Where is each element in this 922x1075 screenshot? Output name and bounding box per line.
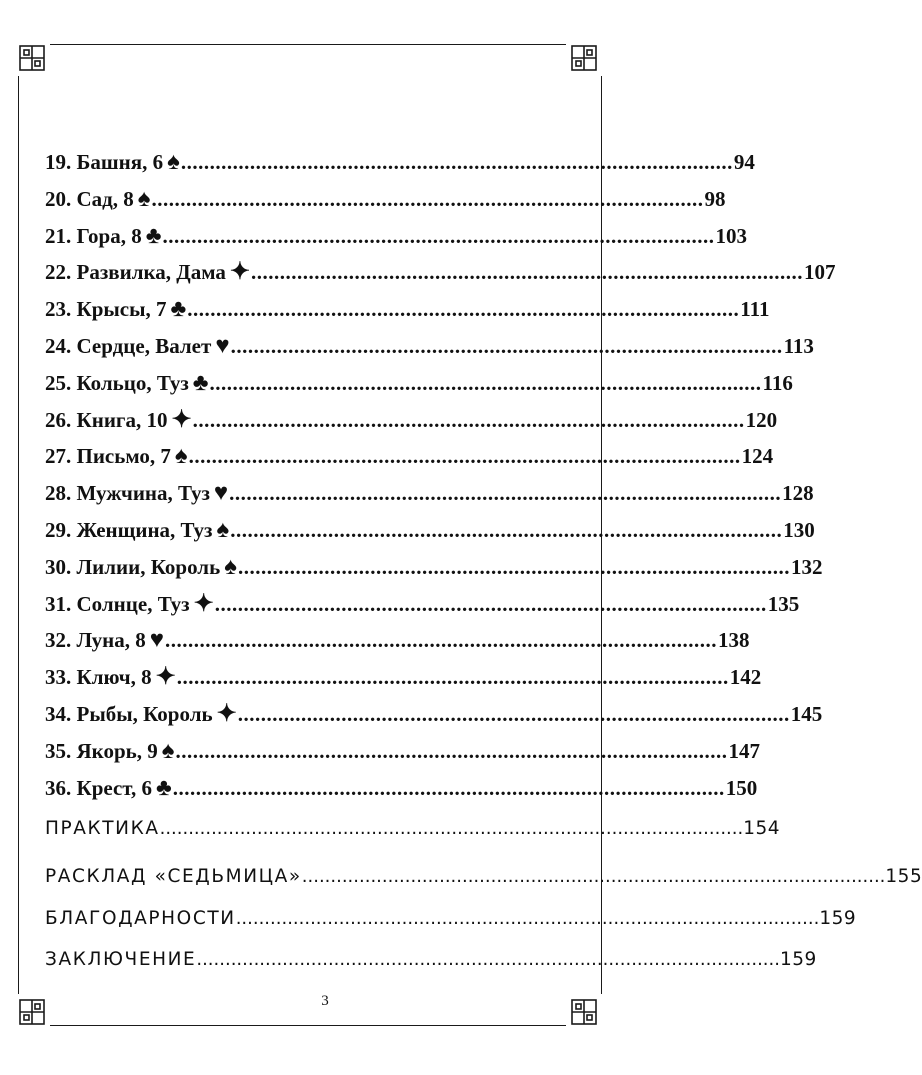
diamond-icon: ✦: [155, 664, 176, 691]
toc-section-title: ПРАКТИКА: [45, 818, 160, 840]
dot-leader: ................................................................................................: [176, 665, 729, 690]
toc-section[interactable]: [45, 866, 922, 908]
club-icon: ♣: [192, 369, 209, 396]
toc-entry[interactable]: [45, 774, 758, 813]
toc-section-page: 155: [885, 866, 922, 888]
corner-ornament-icon: [14, 40, 50, 76]
heart-icon: ♥: [149, 627, 164, 654]
dot-leader: ................................................................................................: [151, 186, 704, 211]
toc-entry-page: 145: [790, 701, 823, 726]
spade-icon: ♠: [161, 737, 175, 764]
spade-icon: ♠: [216, 516, 230, 543]
corner-ornament-icon: [566, 40, 602, 76]
page-number: 3: [321, 993, 329, 1009]
dot-leader: ................................................................................................: [237, 701, 790, 726]
toc-entry-title: 25. Кольцо, Туз: [45, 370, 189, 395]
heart-icon: ♥: [215, 332, 230, 359]
toc-entry-page: 124: [741, 444, 774, 469]
dot-leader: ................................................................................................: [172, 775, 725, 800]
toc-entry[interactable]: [45, 480, 814, 518]
dot-leader: ................................................................................................: [180, 150, 733, 174]
toc-entry[interactable]: [45, 553, 823, 592]
dot-leader: ................................................................................................: [237, 554, 790, 579]
toc-entry[interactable]: [45, 222, 747, 261]
toc-entry-title: 26. Книга, 10: [45, 407, 168, 432]
dot-leader: ................................................................................................: [164, 628, 717, 653]
toc-entry-title: 34. Рыбы, Король: [45, 701, 213, 726]
toc-entry-title: 35. Якорь, 9: [45, 738, 158, 763]
toc-entry-page: 142: [729, 665, 762, 690]
dot-leader: ................................................................................................: [230, 517, 783, 542]
toc-entry-page: 107: [804, 260, 836, 285]
toc-section-page: 154: [743, 818, 781, 840]
dot-leader: ................................................................................................: [188, 444, 741, 469]
toc-section[interactable]: [45, 949, 817, 989]
diamond-icon: ✦: [229, 259, 250, 286]
toc-entry[interactable]: [45, 296, 770, 334]
toc-entry-title: 23. Крысы, 7: [45, 297, 167, 322]
toc-section-title: РАСКЛАД «СЕДЬМИЦА»: [45, 866, 302, 888]
toc-entry-page: 111: [740, 297, 770, 322]
toc-entry-title: 29. Женщина, Туз: [45, 517, 213, 542]
heart-icon: ♥: [213, 480, 229, 507]
toc-entry-page: 116: [762, 370, 793, 395]
toc-section[interactable]: [45, 818, 781, 866]
dot-leader: ......................................................................................................: [159, 818, 744, 840]
toc-section-page: 159: [779, 949, 817, 971]
toc-section[interactable]: [45, 908, 857, 949]
toc-entry[interactable]: [45, 664, 762, 702]
dot-leader: ................................................................................................: [175, 738, 728, 763]
dot-leader: ......................................................................................................: [301, 866, 886, 888]
club-icon: ♣: [156, 774, 172, 801]
dot-leader: ......................................................................................................: [235, 908, 820, 930]
toc-entry[interactable]: [45, 737, 761, 776]
dot-leader: ................................................................................................: [187, 297, 740, 322]
spade-icon: ♠: [174, 443, 188, 470]
toc-section-title: ЗАКЛЮЧЕНИЕ: [45, 949, 197, 971]
table-of-contents: [45, 149, 922, 989]
toc-entry-page: 132: [790, 554, 823, 579]
spade-icon: ♠: [167, 149, 180, 175]
toc-entry[interactable]: [45, 627, 750, 665]
toc-entry[interactable]: [45, 406, 778, 445]
toc-entry-page: 98: [704, 186, 726, 211]
toc-entry-page: 103: [715, 223, 747, 248]
dot-leader: ................................................................................................: [209, 370, 762, 395]
toc-entry[interactable]: [45, 185, 726, 224]
club-icon: ♣: [145, 222, 162, 249]
toc-entry-title: 32. Луна, 8: [45, 628, 146, 653]
toc-entry-title: 31. Солнце, Туз: [45, 591, 190, 616]
dot-leader: ................................................................................................: [162, 223, 715, 248]
toc-entry[interactable]: [45, 259, 836, 297]
dot-leader: ................................................................................................: [229, 481, 782, 506]
dot-leader: ................................................................................................: [192, 407, 745, 432]
toc-entry-page: 94: [733, 150, 755, 174]
toc-entry[interactable]: [45, 149, 755, 187]
toc-entry-title: 22. Развилка, Дама: [45, 260, 226, 285]
toc-entry-title: 27. Письмо, 7: [45, 444, 171, 469]
toc-entry-page: 147: [728, 738, 761, 763]
toc-entry[interactable]: [45, 590, 800, 629]
toc-entry-page: 113: [783, 333, 814, 358]
diamond-icon: ✦: [171, 406, 192, 433]
spade-icon: ♠: [224, 553, 237, 580]
toc-entry-title: 33. Ключ, 8: [45, 665, 152, 690]
diamond-icon: ✦: [216, 700, 237, 727]
toc-entry-page: 128: [782, 481, 814, 506]
toc-entry-page: 135: [767, 591, 800, 616]
toc-entry-page: 138: [717, 628, 750, 653]
diamond-icon: ✦: [193, 590, 214, 617]
toc-section-title: БЛАГОДАРНОСТИ: [45, 908, 236, 930]
toc-entry-title: 20. Сад, 8: [45, 186, 134, 211]
toc-entry[interactable]: [45, 332, 814, 371]
toc-entry-page: 150: [725, 775, 758, 800]
dot-leader: ................................................................................................: [251, 260, 803, 285]
toc-entry[interactable]: [45, 443, 774, 481]
toc-entry-page: 130: [783, 517, 815, 542]
toc-section-page: 159: [819, 908, 857, 930]
spade-icon: ♠: [137, 185, 151, 212]
toc-entry-title: 36. Крест, 6: [45, 775, 153, 800]
toc-entry[interactable]: [45, 516, 815, 555]
dot-leader: ................................................................................................: [230, 333, 783, 358]
toc-entry-page: 120: [745, 407, 778, 432]
toc-entry-title: 28. Мужчина, Туз: [45, 481, 210, 506]
toc-entry-title: 30. Лилии, Король: [45, 554, 221, 579]
toc-entry[interactable]: [45, 700, 823, 739]
toc-entry-title: 19. Башня, 6: [45, 150, 164, 174]
dot-leader: ................................................................................................: [214, 591, 767, 616]
toc-entry-title: 21. Гора, 8: [45, 223, 142, 248]
club-icon: ♣: [170, 296, 187, 323]
dot-leader: ......................................................................................................: [196, 949, 780, 971]
toc-entry[interactable]: [45, 369, 793, 408]
toc-entry-title: 24. Сердце, Валет: [45, 333, 212, 358]
